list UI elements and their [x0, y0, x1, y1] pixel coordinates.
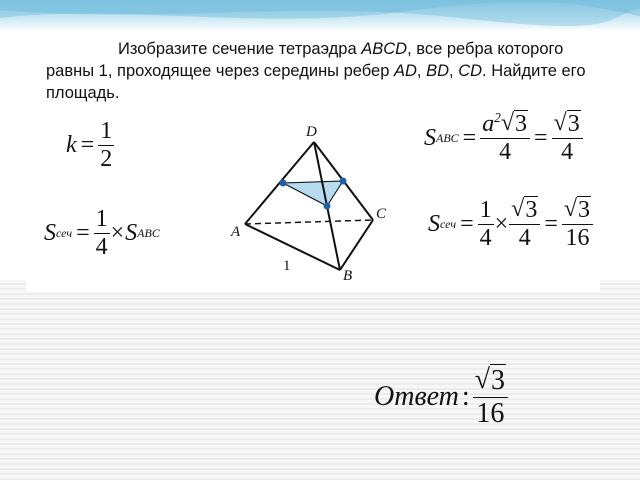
answer: [374, 364, 508, 430]
radicand: 3: [578, 197, 591, 223]
fraction: [98, 118, 114, 173]
equals-sign: =: [80, 132, 95, 158]
formula-section-area: [428, 196, 593, 252]
fraction: [94, 206, 110, 261]
vertex-label-d: D: [306, 124, 317, 140]
radicand: 3: [514, 111, 527, 137]
midpoint-cd: [340, 178, 347, 185]
edge-ac-line: [245, 220, 373, 224]
edge-cd: CD: [458, 62, 483, 80]
fraction: [478, 197, 494, 252]
fraction: [509, 196, 540, 252]
vertex-label-b: B: [343, 268, 353, 284]
edge-length-label: 1: [283, 258, 291, 274]
square-root: √ 3: [563, 196, 591, 223]
fraction: [552, 110, 583, 166]
fraction: [480, 110, 530, 166]
problem-statement: [46, 38, 606, 104]
tetrahedron-name: ABCD: [361, 40, 408, 58]
subscript-abc: ABC: [137, 226, 160, 240]
area-symbol: S: [44, 220, 56, 246]
side-a: a: [482, 111, 495, 137]
midpoint-bd: [324, 203, 331, 210]
equals-sign: =: [544, 210, 558, 237]
denominator: 4: [518, 225, 531, 251]
radicand: 3: [525, 197, 538, 223]
section-triangle: [283, 181, 343, 206]
separator: ,: [449, 62, 459, 80]
separator: ,: [416, 62, 427, 80]
subscript-abc: ABC: [436, 130, 459, 145]
problem-text-2: , все ребра которого равны 1, проходящее через середины ребер: [46, 40, 564, 80]
area-symbol: S: [125, 220, 138, 246]
formula-section-ratio: [44, 206, 160, 261]
colon: :: [461, 381, 470, 412]
answer-label: Ответ: [374, 381, 459, 412]
formula-k: [66, 118, 114, 173]
times-sign: ×: [110, 220, 125, 246]
edge-bc-line: [340, 220, 373, 270]
square-root: √ 3: [474, 364, 506, 396]
radicand: 3: [491, 365, 506, 396]
background-texture: [0, 280, 640, 480]
equals-sign: =: [462, 124, 477, 151]
exponent: 2: [494, 110, 501, 125]
denominator: 16: [476, 398, 505, 429]
denominator: 4: [95, 234, 108, 260]
fraction: [562, 196, 593, 252]
fraction: [473, 364, 508, 430]
wave-decoration: [0, 0, 640, 32]
problem-text-1: Изобразите сечение тетраэдра: [118, 40, 362, 58]
problem-text-3: . Найдите его площадь.: [46, 62, 586, 102]
area-symbol: S: [428, 210, 440, 237]
tetrahedron-figure: [230, 120, 390, 290]
numerator: [480, 110, 530, 138]
edge-bd: BD: [426, 62, 450, 80]
denominator: 16: [565, 225, 590, 251]
denominator: 4: [479, 224, 492, 251]
vertex-label-c: C: [376, 206, 387, 222]
equals-sign: =: [533, 124, 548, 151]
times-sign: ×: [494, 210, 509, 237]
numerator: 1: [100, 118, 113, 144]
denominator: 4: [561, 139, 574, 165]
square-root: √ 3: [500, 110, 527, 137]
equals-sign: =: [460, 210, 474, 237]
square-root: √ 3: [511, 196, 538, 223]
k-symbol: k: [66, 132, 77, 158]
denominator: 2: [100, 146, 113, 172]
formula-triangle-area: [424, 110, 583, 166]
numerator: 1: [479, 196, 492, 223]
vertex-label-a: A: [231, 224, 241, 240]
edge-ab-line: [245, 224, 340, 270]
edge-ad: AD: [394, 62, 417, 80]
denominator: 4: [499, 139, 512, 165]
subscript-section: сеч: [440, 216, 457, 231]
subscript-section: сеч: [56, 226, 73, 240]
radicand: 3: [567, 111, 580, 137]
decorative-wave-band: [0, 0, 640, 32]
area-symbol: S: [424, 124, 436, 151]
numerator: 1: [95, 206, 108, 232]
square-root: √ 3: [553, 110, 580, 137]
equals-sign: =: [76, 220, 90, 246]
midpoint-ad: [280, 180, 287, 187]
